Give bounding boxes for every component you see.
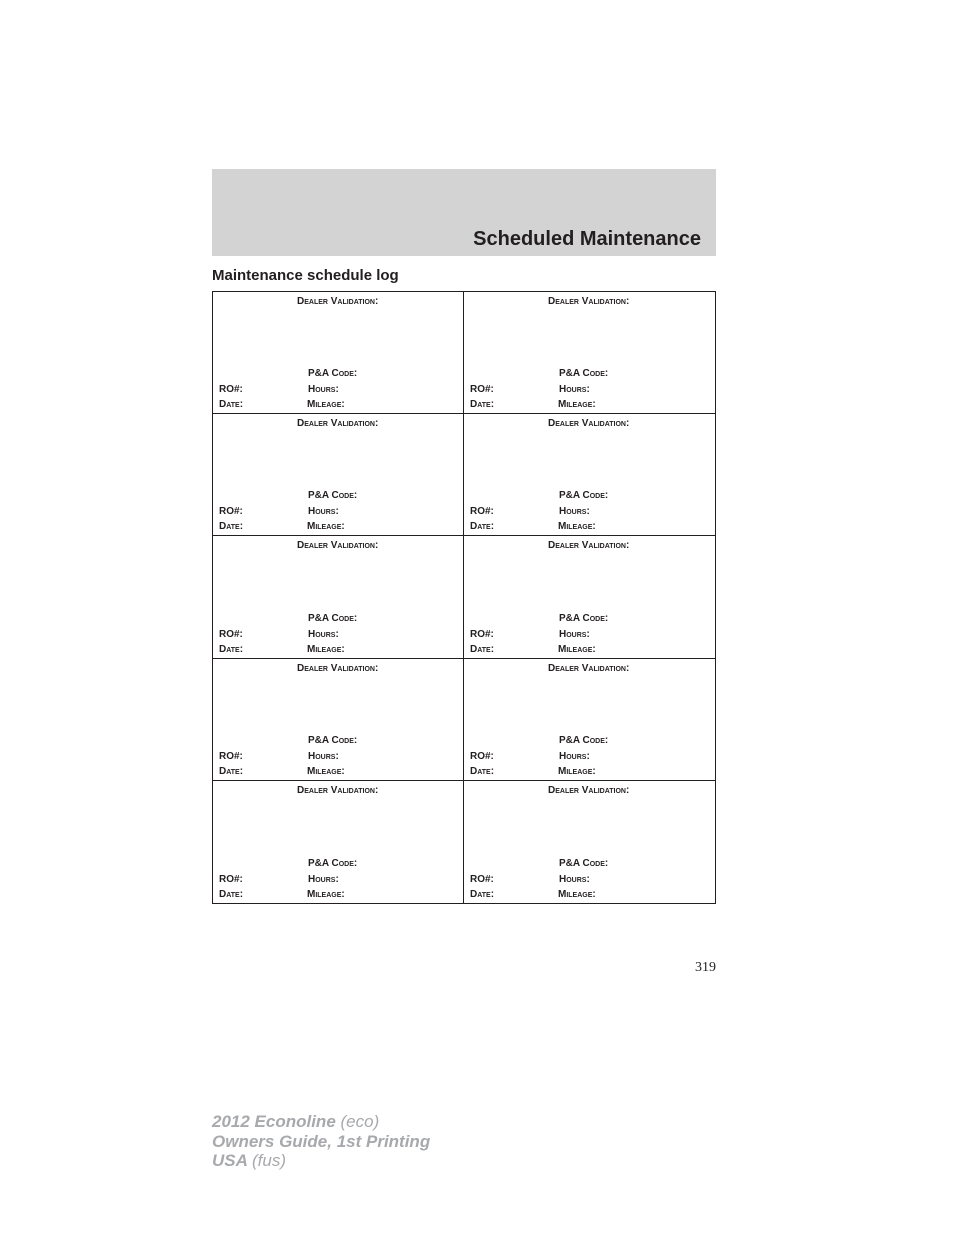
pa-code-label: P&A Code: [559, 368, 609, 380]
log-entry-cell [213, 536, 464, 658]
header-title: Scheduled Maintenance [473, 228, 701, 250]
pa-code-label: P&A Code: [308, 368, 358, 380]
ro-number-label: RO#: [470, 628, 494, 640]
mileage-label: Mileage: [558, 399, 596, 411]
ro-number-label: RO#: [219, 506, 243, 518]
dealer-validation-label: Dealer Validation: [548, 418, 630, 430]
date-label: Date: [470, 643, 495, 655]
mileage-label: Mileage: [558, 643, 596, 655]
hours-label: Hours: [308, 384, 339, 396]
ro-number-label: RO#: [470, 506, 494, 518]
footer-publication-info [212, 1112, 430, 1171]
log-entry-cell [213, 414, 464, 536]
log-entry-cell [464, 536, 715, 658]
dealer-validation-label: Dealer Validation: [548, 662, 630, 674]
footer-market: USA [212, 1151, 248, 1170]
footer-model-code: (eco) [340, 1112, 380, 1131]
date-label: Date: [219, 765, 244, 777]
date-label: Date: [470, 888, 495, 900]
ro-number-label: RO#: [219, 750, 243, 762]
footer-line-1 [212, 1112, 430, 1132]
header-band [212, 169, 716, 256]
pa-code-label: P&A Code: [308, 857, 358, 869]
log-entry-cell [464, 414, 715, 536]
date-label: Date: [470, 765, 495, 777]
log-entry-cell [464, 292, 715, 414]
pa-code-label: P&A Code: [308, 612, 358, 624]
footer-market-code: (fus) [252, 1151, 286, 1170]
mileage-label: Mileage: [307, 765, 345, 777]
dealer-validation-label: Dealer Validation: [297, 662, 379, 674]
ro-number-label: RO#: [219, 628, 243, 640]
footer-line-3 [212, 1151, 430, 1171]
log-entry-cell [464, 659, 715, 781]
ro-number-label: RO#: [470, 384, 494, 396]
hours-label: Hours: [559, 506, 590, 518]
maintenance-log-grid [212, 291, 716, 904]
hours-label: Hours: [559, 628, 590, 640]
date-label: Date: [219, 888, 244, 900]
footer-line-2: Owners Guide, 1st Printing [212, 1131, 431, 1151]
dealer-validation-label: Dealer Validation: [548, 784, 630, 796]
hours-label: Hours: [559, 384, 590, 396]
pa-code-label: P&A Code: [559, 490, 609, 502]
pa-code-label: P&A Code: [559, 734, 609, 746]
hours-label: Hours: [559, 873, 590, 885]
dealer-validation-label: Dealer Validation: [548, 296, 630, 307]
hours-label: Hours: [308, 506, 339, 518]
mileage-label: Mileage: [558, 765, 596, 777]
pa-code-label: P&A Code: [559, 857, 609, 869]
ro-number-label: RO#: [219, 384, 243, 396]
dealer-validation-label: Dealer Validation: [548, 540, 630, 552]
ro-number-label: RO#: [219, 873, 243, 885]
pa-code-label: P&A Code: [559, 612, 609, 624]
dealer-validation-label: Dealer Validation: [297, 296, 379, 307]
log-entry-cell [213, 781, 464, 903]
mileage-label: Mileage: [558, 888, 596, 900]
dealer-validation-label: Dealer Validation: [297, 540, 379, 552]
pa-code-label: P&A Code: [308, 490, 358, 502]
section-title: Maintenance schedule log [212, 267, 399, 284]
hours-label: Hours: [308, 873, 339, 885]
log-entry-cell [213, 659, 464, 781]
log-entry-cell [464, 781, 715, 903]
footer-model: 2012 Econoline [212, 1112, 336, 1131]
mileage-label: Mileage: [307, 643, 345, 655]
hours-label: Hours: [308, 628, 339, 640]
dealer-validation-label: Dealer Validation: [297, 418, 379, 430]
log-entry-cell [213, 292, 464, 414]
date-label: Date: [219, 521, 244, 533]
hours-label: Hours: [559, 750, 590, 762]
ro-number-label: RO#: [470, 873, 494, 885]
date-label: Date: [470, 399, 495, 411]
date-label: Date: [470, 521, 495, 533]
ro-number-label: RO#: [470, 750, 494, 762]
dealer-validation-label: Dealer Validation: [297, 784, 379, 796]
hours-label: Hours: [308, 750, 339, 762]
pa-code-label: P&A Code: [308, 734, 358, 746]
date-label: Date: [219, 399, 244, 411]
mileage-label: Mileage: [558, 521, 596, 533]
page-number: 319 [695, 960, 716, 975]
mileage-label: Mileage: [307, 521, 345, 533]
mileage-label: Mileage: [307, 399, 345, 411]
date-label: Date: [219, 643, 244, 655]
mileage-label: Mileage: [307, 888, 345, 900]
